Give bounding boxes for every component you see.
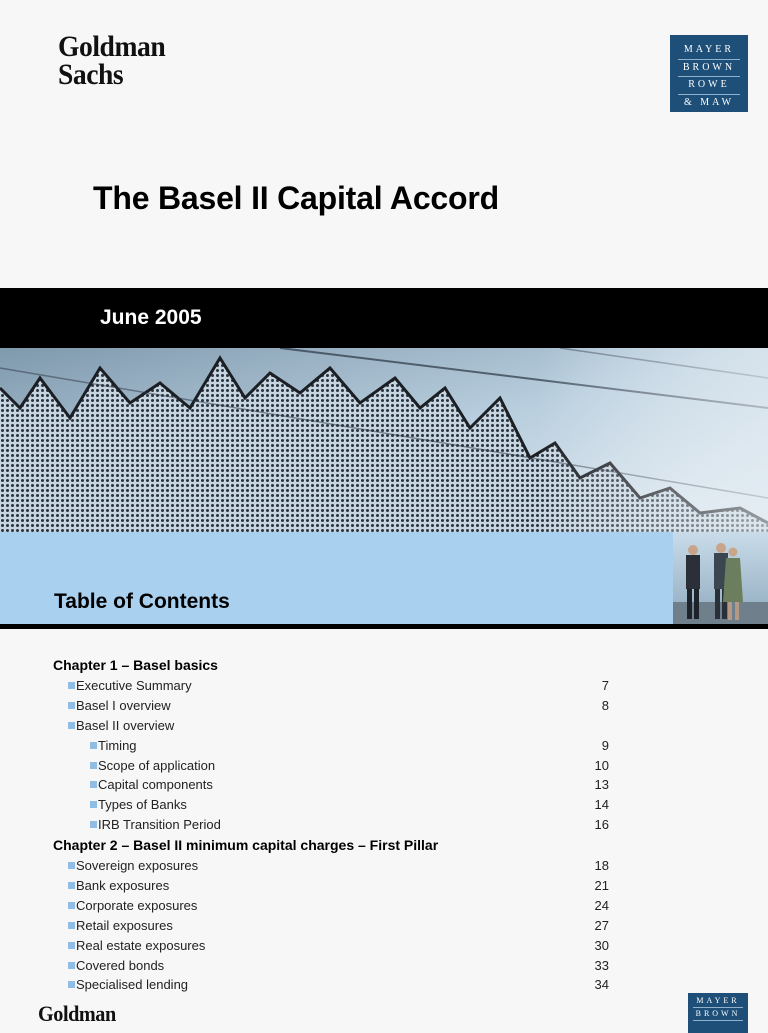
toc-page-number: 30 — [594, 937, 609, 953]
mayer-brown-logo — [670, 35, 748, 112]
toc-entry-label: Real estate exposures — [76, 937, 206, 953]
toc-page-number: 24 — [594, 897, 609, 913]
toc-chapter-row[interactable] — [0, 655, 768, 676]
toc-entry-label: Bank exposures — [76, 878, 170, 894]
toc-entry-label: Covered bonds — [76, 957, 165, 973]
bullet-square-icon — [68, 981, 75, 988]
toc-page-number: 14 — [594, 797, 609, 813]
toc-entry-row[interactable] — [0, 795, 768, 815]
toc-list — [0, 655, 768, 995]
bullet-square-icon — [68, 902, 75, 909]
bullet-square-icon — [68, 862, 75, 869]
document-date: June 2005 — [100, 306, 202, 329]
bullet-square-icon — [68, 942, 75, 949]
toc-entry-label: Timing — [98, 737, 137, 753]
toc-entry-row[interactable] — [0, 876, 768, 896]
toc-heading: Table of Contents — [54, 590, 230, 613]
toc-entry-label: Chapter 2 – Basel II minimum capital charges – First Pillar — [53, 837, 439, 854]
stock-chart-photo — [0, 348, 768, 532]
gs-logo-line1: Goldman — [58, 30, 166, 63]
bullet-square-icon — [90, 801, 97, 808]
toc-page-number: 10 — [594, 757, 609, 773]
toc-entry-label: Sovereign exposures — [76, 858, 199, 874]
toc-entry-label: Scope of application — [98, 757, 216, 773]
toc-page-number: 16 — [594, 817, 609, 833]
toc-page-number: 7 — [601, 678, 609, 693]
toc-entry-label: Executive Summary — [76, 678, 192, 693]
bullet-square-icon — [90, 781, 97, 788]
toc-entry-row[interactable] — [0, 676, 768, 696]
toc-entry-label: Basel II overview — [76, 717, 175, 733]
mb-logo-line: & MAW — [683, 96, 735, 108]
business-people-photo — [673, 532, 768, 624]
bullet-square-icon — [90, 821, 97, 828]
toc-page-number: 8 — [601, 697, 609, 713]
bullet-square-icon — [68, 682, 75, 689]
bullet-square-icon — [68, 722, 75, 729]
toc-entry-row[interactable] — [0, 856, 768, 876]
toc-entry-label: Basel I overview — [76, 697, 171, 713]
bullet-square-icon — [68, 702, 75, 709]
toc-page-number: 33 — [594, 957, 609, 973]
toc-entry-label: Retail exposures — [76, 917, 173, 933]
toc-entry-row[interactable] — [0, 696, 768, 716]
bullet-square-icon — [68, 922, 75, 929]
toc-entry-label: Corporate exposures — [76, 897, 198, 913]
toc-entry-row[interactable] — [0, 736, 768, 756]
toc-page-number: 13 — [594, 777, 609, 793]
goldman-sachs-logo — [58, 30, 166, 91]
toc-entry-row[interactable] — [0, 756, 768, 776]
toc-page-number: 18 — [594, 858, 609, 874]
toc-page-number: 9 — [601, 737, 609, 753]
toc-divider — [0, 624, 768, 629]
toc-entry-row[interactable] — [0, 956, 768, 976]
toc-page-number: 27 — [594, 917, 609, 933]
toc-entry-label: Specialised lending — [76, 977, 189, 993]
toc-entry-row[interactable] — [0, 896, 768, 916]
mb-logo-line: ROWE — [678, 77, 740, 95]
document-title: The Basel II Capital Accord — [93, 180, 499, 216]
toc-entry-row[interactable] — [0, 936, 768, 956]
toc-entry-label: Capital components — [98, 777, 213, 793]
mayer-brown-logo-footer — [688, 993, 748, 1033]
toc-entry-row[interactable] — [0, 916, 768, 936]
mb-logo-line: BROWN — [678, 60, 740, 78]
toc-entry-row[interactable] — [0, 975, 768, 995]
toc-entry-label: IRB Transition Period — [98, 817, 221, 833]
toc-chapter-row[interactable] — [0, 835, 768, 856]
toc-entry-row[interactable] — [0, 815, 768, 835]
gs-logo-line2: Sachs — [58, 58, 124, 91]
toc-page-number: 34 — [594, 977, 609, 993]
mb-logo-line: MAYER — [678, 42, 740, 60]
mb-logo-line: BROWN — [693, 1008, 743, 1021]
toc-page-number: 21 — [594, 878, 609, 894]
toc-entry-row[interactable] — [0, 775, 768, 795]
toc-entry-label: Chapter 1 – Basel basics — [53, 657, 218, 673]
goldman-sachs-logo-footer: Goldman — [38, 1001, 116, 1026]
bullet-square-icon — [68, 962, 75, 969]
date-band — [0, 288, 768, 348]
bullet-square-icon — [90, 742, 97, 749]
mb-logo-line: MAYER — [693, 995, 743, 1008]
bullet-square-icon — [68, 882, 75, 889]
toc-entry-label: Types of Banks — [98, 797, 187, 813]
bullet-square-icon — [90, 762, 97, 769]
toc-entry-row[interactable] — [0, 716, 768, 736]
